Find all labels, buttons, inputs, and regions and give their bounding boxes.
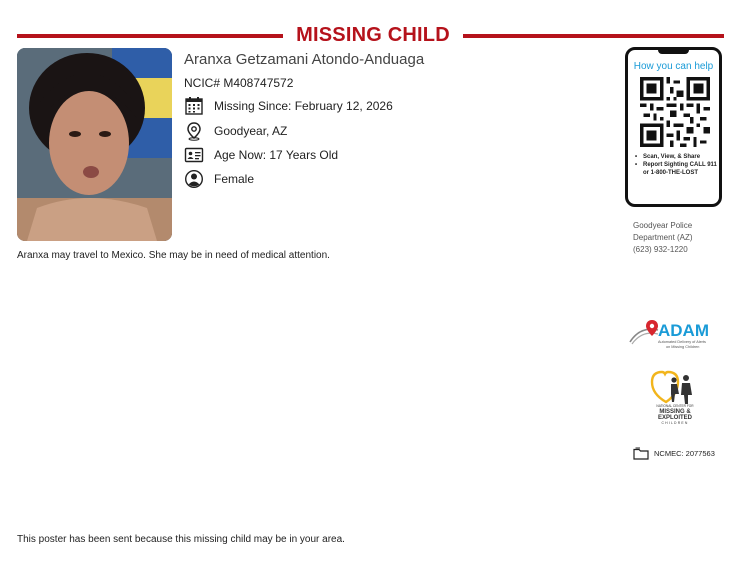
help-instructions <box>634 153 719 177</box>
svg-text:CHILDREN: CHILDREN <box>661 421 689 425</box>
help-bullet-scan: • Scan, View, & Share <box>634 153 719 161</box>
svg-text:on Missing Children: on Missing Children <box>666 345 700 349</box>
agency-name-line1: Goodyear Police <box>633 221 693 230</box>
child-photo <box>17 48 172 241</box>
agency-phone[interactable]: (623) 932-1220 <box>633 245 688 254</box>
id-card-icon <box>184 145 204 165</box>
footer-disclaimer: This poster has been sent because this missing child may be in your area. <box>17 534 345 545</box>
ncic-number: NCIC# M408747572 <box>184 76 294 90</box>
person-icon <box>184 169 204 189</box>
map-pin-icon <box>184 121 204 141</box>
help-card-title: How you can help <box>633 61 714 72</box>
svg-text:MISSING &: MISSING & <box>659 409 691 415</box>
agency-name-line2: Department (AZ) <box>633 233 693 242</box>
calendar-icon <box>184 96 204 116</box>
svg-text:NATIONAL CENTER FOR: NATIONAL CENTER FOR <box>656 404 694 408</box>
svg-text:Automated Delivery of Alerts: Automated Delivery of Alerts <box>658 340 706 344</box>
circumstances-text: Aranxa may travel to Mexico. She may be in need of medical attention. <box>17 250 330 261</box>
ncmec-logo <box>648 368 702 426</box>
phone-notch <box>658 50 689 54</box>
svg-text:EXPLOITED: EXPLOITED <box>657 415 693 421</box>
folder-icon <box>633 447 649 460</box>
help-phone-card <box>625 47 722 207</box>
missing-since-text: Missing Since: February 12, 2026 <box>214 99 393 113</box>
header-rule-right <box>463 34 724 38</box>
location-text: Goodyear, AZ <box>214 124 288 138</box>
poster-title: MISSING CHILD <box>296 24 450 46</box>
adam-logo <box>628 318 720 354</box>
photo-illustration <box>17 48 172 241</box>
header-rule-left <box>17 34 283 38</box>
qr-code[interactable] <box>640 77 710 147</box>
svg-text:ADAM: ADAM <box>658 321 709 340</box>
age-text: Age Now: 17 Years Old <box>214 148 339 162</box>
child-name: Aranxa Getzamani Atondo-Anduaga <box>184 51 425 68</box>
help-bullet-report: • Report Sighting CALL 911 or 1-800-THE-LOST <box>634 161 719 177</box>
agency-contact <box>633 220 693 256</box>
sex-text: Female <box>214 172 255 186</box>
ncmec-id-text: NCMEC: 2077563 <box>654 449 715 458</box>
